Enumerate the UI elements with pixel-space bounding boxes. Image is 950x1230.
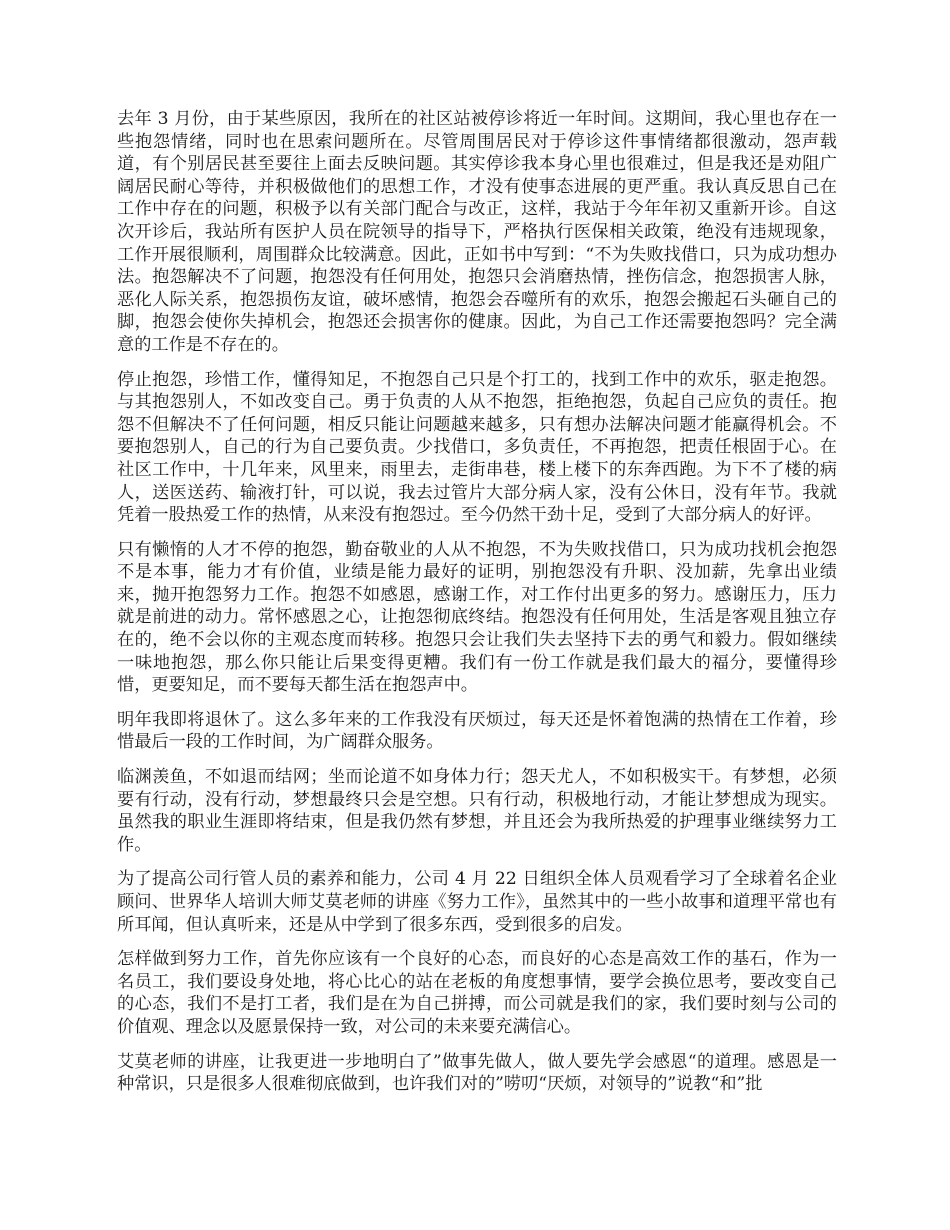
paragraph: 明年我即将退休了。这么多年来的工作我没有厌烦过，每天还是怀着饱满的热情在工作着，珍惜最后一段的工作时间，为广阔群众服务。	[117, 709, 837, 753]
paragraph: 停止抱怨，珍惜工作，懂得知足，不抱怨自己只是个打工的，找到工作中的欢乐，驱走抱怨。与其抱怨别人，不如改变自己。勇于负责的人从不抱怨，拒绝抱怨，负起自己应负的责任。抱怨不但解决不了任何问题，相反只能让问题越来越多，只有想办法解决问题才能赢得机会。不要抱怨别人，自己的行为自己要负责。少找借口，多负责任，不再抱怨，把责任根固于心。在社区工作中，十几年来，风里来，雨里去，走街串巷，楼上楼下的东奔西跑。为下不了楼的病人，送医送药、输液打针，可以说，我去过管片大部分病人家，没有公休日，没有年节。我就凭着一股热爱工作的热情，从来没有抱怨过。至今仍然干劲十足，受到了大部分病人的好评。	[117, 369, 837, 526]
paragraph: 为了提高公司行管人员的素养和能力，公司 4 月 22 日组织全体人员观看学习了全球着名企业顾问、世界华人培训大师艾莫老师的讲座《努力工作》，虽然其中的一些小故事和道理平常也有所耳闻，但认真听来，还是从中学到了很多东西，受到很多的启发。	[117, 869, 837, 935]
document-body	[117, 108, 837, 1108]
paragraph: 只有懒惰的人才不停的抱怨，勤奋敬业的人从不抱怨，不为失败找借口，只为成功找机会抱怨不是本事，能力才有价值，业绩是能力最好的证明，别抱怨没有升职、没加薪，先拿出业绩来，抛开抱怨努力工作。抱怨不如感恩，感谢工作，对工作付出更多的努力。感谢压力，压力就是前进的动力。常怀感恩之心，让抱怨彻底终结。抱怨没有任何用处，生活是客观且独立存在的，绝不会以你的主观态度而转移。抱怨只会让我们失去坚持下去的勇气和毅力。假如继续一味地抱怨，那么你只能让后果变得更糟。我们有一份工作就是我们最大的福分，要懂得珍惜，更要知足，而不要每天都生活在抱怨声中。	[117, 539, 837, 696]
paragraph: 怎样做到努力工作，首先你应该有一个良好的心态，而良好的心态是高效工作的基石，作为一名员工，我们要设身处地，将心比心的站在老板的角度想事情，要学会换位思考，要改变自己的心态，我们不是打工者，我们是在为自己拼搏，而公司就是我们的家，我们要时刻与公司的价值观、理念以及愿景保持一致，对公司的未来要充满信心。	[117, 949, 837, 1037]
paragraph: 去年 3 月份，由于某些原因，我所在的社区站被停诊将近一年时间。这期间，我心里也存在一些抱怨情绪，同时也在思索问题所在。尽管周围居民对于停诊这件事情绪都很激动，怨声载道，有个别居民甚至要往上面去反映问题。其实停诊我本身心里也很难过，但是我还是劝阻广阔居民耐心等待，并积极做他们的思想工作，才没有使事态进展的更严重。我认真反思自己在工作中存在的问题，积极予以有关部门配合与改正，这样，我站于今年年初又重新开诊。自这次开诊后，我站所有医护人员在院领导的指导下，严格执行医保相关政策，绝没有违规现象，工作开展很顺利，周围群众比较满意。因此，正如书中写到：“不为失败找借口，只为成功想办法。抱怨解决不了问题，抱怨没有任何用处，抱怨只会消磨热情，挫伤信念，抱怨损害人脉，恶化人际关系，抱怨损伤友谊，破坏感情，抱怨会吞噬所有的欢乐，抱怨会搬起石头砸自己的脚，抱怨会使你失掉机会，抱怨还会损害你的健康。因此，为自己工作还需要抱怨吗？完全满意的工作是不存在的。	[117, 109, 837, 355]
paragraph: 临渊羡鱼，不如退而结网；坐而论道不如身体力行；怨天尤人，不如积极实干。有梦想，必须要有行动，没有行动，梦想最终只会是空想。只有行动，积极地行动，才能让梦想成为现实。虽然我的职业生涯即将结束，但是我仍然有梦想，并且还会为我所热爱的护理事业继续努力工作。	[117, 767, 837, 855]
paragraph: 艾莫老师的讲座，让我更进一步地明白了”做事先做人，做人要先学会感恩“的道理。感恩是一种常识，只是很多人很难彻底做到，也许我们对的”唠叨“厌烦，对领导的”说教“和”批	[117, 1051, 837, 1095]
